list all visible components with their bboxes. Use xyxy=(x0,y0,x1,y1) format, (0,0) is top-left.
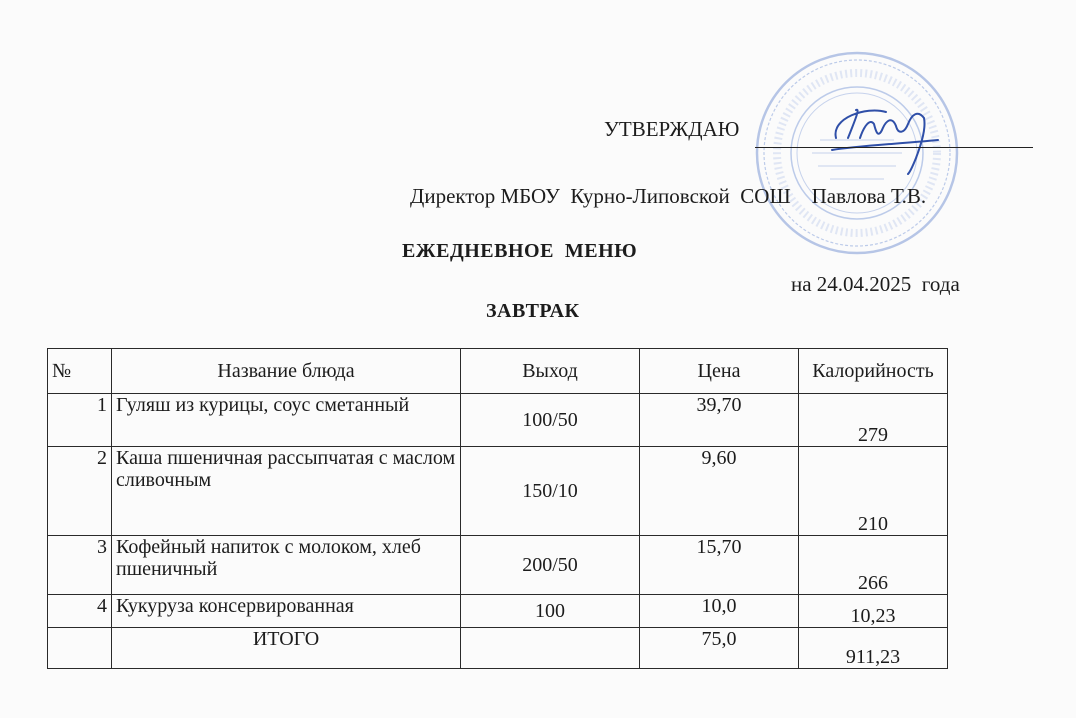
column-header-name: Название блюда xyxy=(112,349,461,394)
dish-output: 150/10 xyxy=(461,447,640,536)
dish-name: Кукуруза консервированная xyxy=(112,595,461,628)
row-num: 4 xyxy=(48,595,112,628)
column-header-output: Выход xyxy=(461,349,640,394)
table-row xyxy=(48,394,948,447)
meal-title: ЗАВТРАК xyxy=(486,300,580,322)
approve-label: УТВЕРЖДАЮ xyxy=(604,117,740,141)
total-label: ИТОГО xyxy=(112,628,461,669)
dish-price: 39,70 xyxy=(640,394,799,447)
dish-price: 9,60 xyxy=(640,447,799,536)
total-num-empty xyxy=(48,628,112,669)
director-name: Павлова Т.В. xyxy=(811,184,927,208)
dish-name: Каша пшеничная рассыпчатая с маслом сливочным xyxy=(112,447,461,536)
row-num: 1 xyxy=(48,394,112,447)
dish-output: 200/50 xyxy=(461,536,640,595)
dish-output: 100/50 xyxy=(461,394,640,447)
table-header-row xyxy=(48,349,948,394)
total-row xyxy=(48,628,948,669)
dish-price: 15,70 xyxy=(640,536,799,595)
column-header-calories: Калорийность xyxy=(799,349,948,394)
dish-calories: 279 xyxy=(799,394,948,447)
signature-line xyxy=(755,147,1033,148)
dish-name: Кофейный напиток с молоком, хлеб пшеничный xyxy=(112,536,461,595)
total-calories: 911,23 xyxy=(799,628,948,669)
director-signature xyxy=(826,98,946,176)
total-price: 75,0 xyxy=(640,628,799,669)
column-header-price: Цена xyxy=(640,349,799,394)
menu-date: на 24.04.2025 года xyxy=(791,272,960,296)
dish-price: 10,0 xyxy=(640,595,799,628)
dish-calories: 10,23 xyxy=(799,595,948,628)
dish-output: 100 xyxy=(461,595,640,628)
dish-calories: 210 xyxy=(799,447,948,536)
dish-name: Гуляш из курицы, соус сметанный xyxy=(112,394,461,447)
director-line xyxy=(410,184,926,209)
menu-title: ЕЖЕДНЕВНОЕ МЕНЮ xyxy=(402,240,638,262)
menu-table xyxy=(47,348,948,669)
row-num: 3 xyxy=(48,536,112,595)
column-header-num: № xyxy=(48,349,112,394)
director-title: Директор МБОУ Курно-Липовской СОШ xyxy=(410,184,791,208)
dish-calories: 266 xyxy=(799,536,948,595)
total-output-empty xyxy=(461,628,640,669)
row-num: 2 xyxy=(48,447,112,536)
table-row xyxy=(48,536,948,595)
table-row xyxy=(48,447,948,536)
table-row xyxy=(48,595,948,628)
